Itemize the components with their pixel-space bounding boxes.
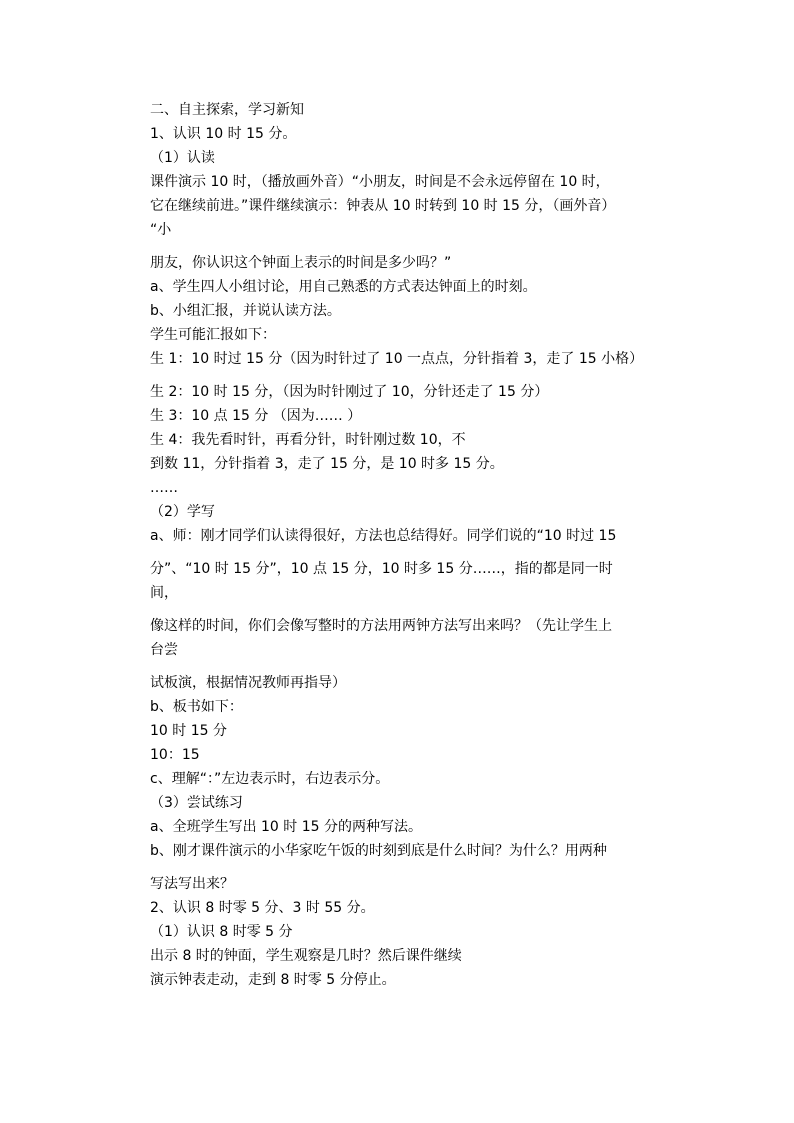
step-heading: （2）学写	[150, 504, 215, 520]
paragraph-line: 课件演示 10 时，（播放画外音）“小朋友，时间是不会永远停留在 10 时，	[150, 174, 610, 190]
step-heading: （1）认读	[150, 150, 215, 166]
step-heading: （3）尝试练习	[150, 795, 243, 811]
paragraph-line: 生 2：10 时 15 分，（因为时针刚过了 10，分针还走了 15 分）	[150, 384, 549, 400]
blank-line	[150, 548, 680, 557]
paragraph-line: b、小组汇报，并说认读方法。	[150, 303, 341, 319]
subsection-heading: 1、认识 10 时 15 分。	[150, 126, 297, 142]
paragraph-line: ……	[150, 480, 178, 496]
paragraph-line: 像这样的时间，你们会像写整时的方法用两钟方法写出来吗？（先让学生上	[150, 618, 612, 634]
paragraph-line: 台尝	[150, 642, 178, 658]
subsection-heading: 2、认识 8 时零 5 分、3 时 55 分。	[150, 900, 375, 916]
paragraph-line: 生 1：10 时过 15 分（因为时针过了 10 一点点，分针指着 3，走了 15 小格）	[150, 351, 644, 367]
blank-line	[150, 863, 680, 872]
paragraph-line: 学生可能汇报如下：	[150, 327, 276, 343]
step-heading: （1）认识 8 时零 5 分	[150, 924, 293, 940]
paragraph-line: a、学生四人小组讨论，用自己熟悉的方式表达钟面上的时刻。	[150, 279, 537, 295]
paragraph-line: 演示钟表走动，走到 8 时零 5 分停止。	[150, 972, 396, 988]
paragraph-line: 它在继续前进。”课件继续演示：钟表从 10 时转到 10 时 15 分，（画外音）	[150, 198, 616, 214]
paragraph-line: 间，	[150, 585, 178, 601]
document-body	[150, 98, 680, 992]
paragraph-line: 试板演，根据情况教师再指导）	[150, 675, 346, 691]
paragraph-line: b、板书如下：	[150, 699, 243, 715]
section-heading: 二、自主探索，学习新知	[150, 102, 304, 118]
paragraph-line: b、刚才课件演示的小华家吃午饭的时刻到底是什么时间？为什么？用两种	[150, 843, 607, 859]
paragraph-line: 生 3：10 点 15 分 （因为…… ）	[150, 408, 362, 424]
paragraph-line: 朋友，你认识这个钟面上表示的时间是多少吗？”	[150, 255, 452, 271]
paragraph-line: 生 4：我先看时针，再看分针，时针刚过数 10，不	[150, 432, 466, 448]
paragraph-line: 写法写出来？	[150, 876, 234, 892]
blank-line	[150, 605, 680, 614]
paragraph-line: 10：15	[150, 747, 200, 763]
blank-line	[150, 242, 680, 251]
blank-line	[150, 371, 680, 380]
paragraph-line: a、全班学生写出 10 时 15 分的两种写法。	[150, 819, 423, 835]
paragraph-line: 分”、“10 时 15 分”，10 点 15 分，10 时多 15 分……，指的都是同一时	[150, 561, 613, 577]
paragraph-line: 到数 11，分针指着 3，走了 15 分，是 10 时多 15 分。	[150, 456, 504, 472]
blank-line	[150, 662, 680, 671]
paragraph-line: c、理解“：”左边表示时，右边表示分。	[150, 771, 390, 787]
paragraph-line: 出示 8 时的钟面，学生观察是几时？然后课件继续	[150, 948, 462, 964]
paragraph-line: 10 时 15 分	[150, 723, 227, 739]
paragraph-line: a、师：刚才同学们认读得很好，方法也总结得好。同学们说的“10 时过 15	[150, 528, 617, 544]
paragraph-line: “小	[150, 222, 172, 238]
